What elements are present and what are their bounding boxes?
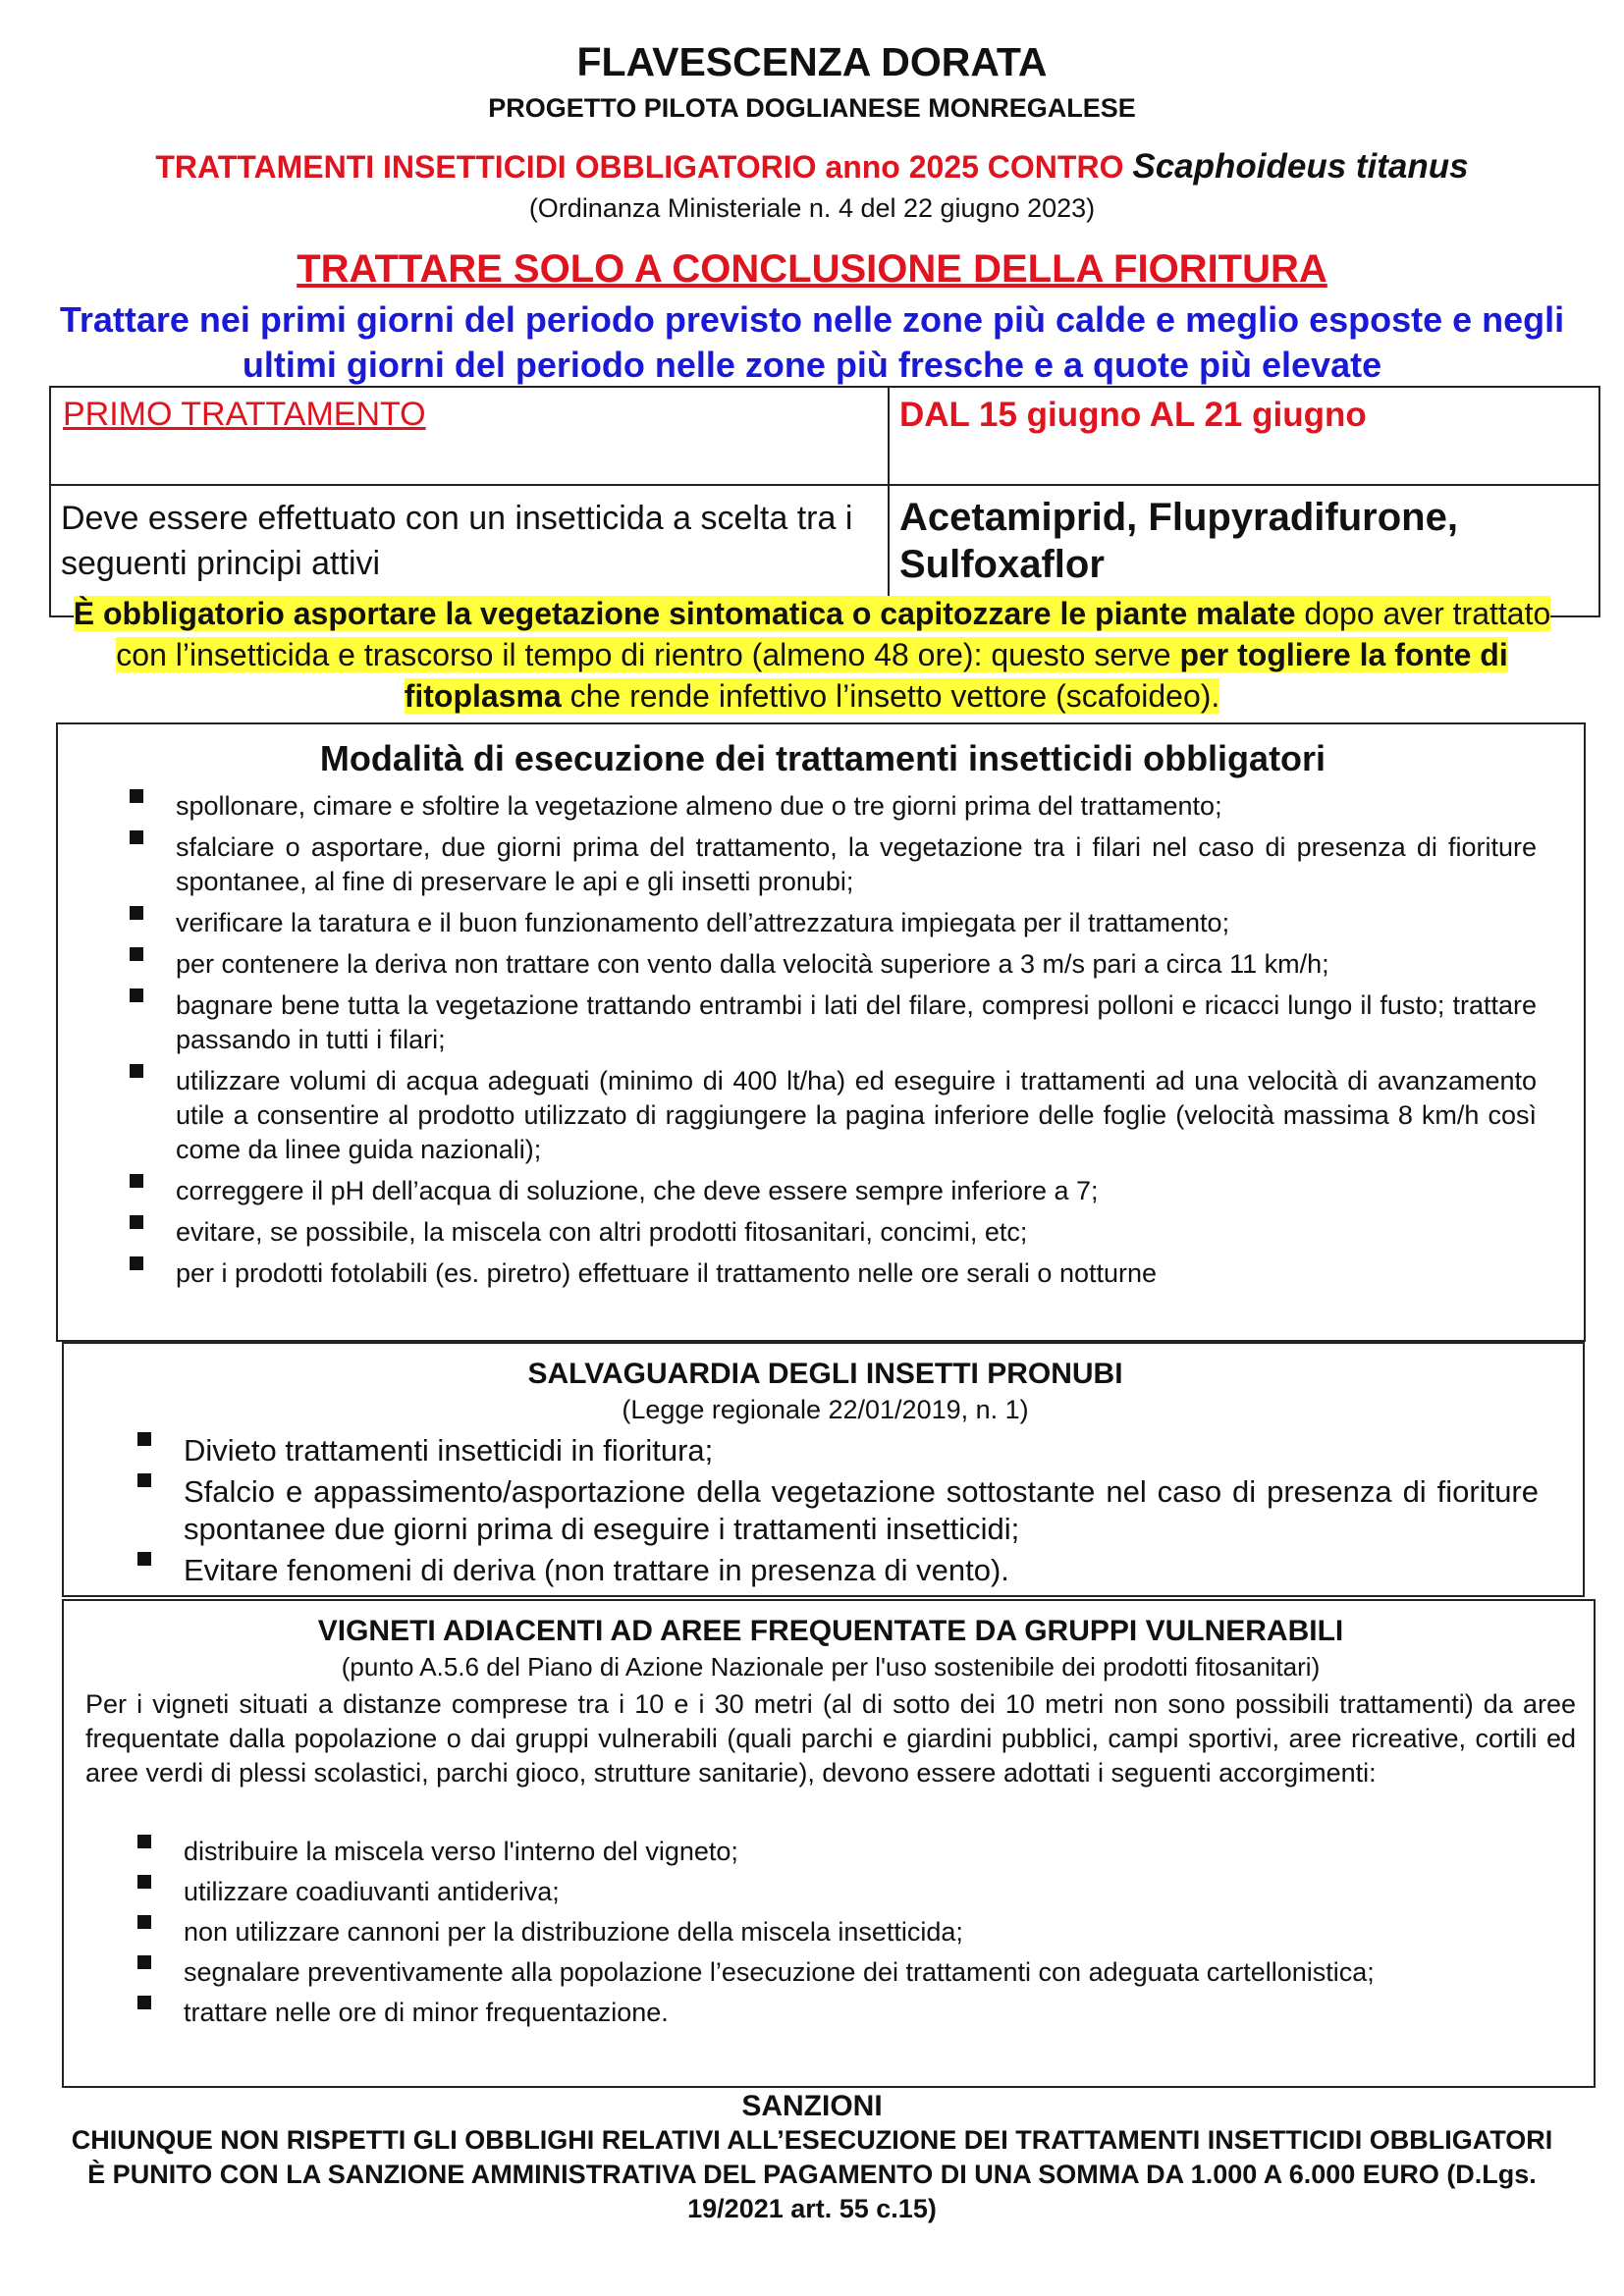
vigneti-reference: (punto A.5.6 del Piano di Azione Nazionale per l'uso sostenibile dei prodotti fitosanitari) [341,1652,1321,1682]
bullet-icon [130,988,143,1002]
timing-note: Trattare nei primi giorni del periodo previsto nelle zone più calde e meglio esposte e negli ultimi giorni del periodo nelle zone più fresche e a quote più elevate [59,299,1565,385]
list-item [176,1064,1537,1167]
bullet-icon [137,1955,151,1969]
bullet-icon [137,1473,151,1487]
list-item-text: segnalare preventivamente alla popolazione l’esecuzione dei trattamenti con adeguata cartellonistica; [184,1957,1375,1987]
bullet-icon [130,1215,143,1229]
bullet-icon [137,1875,151,1889]
list-item-text: distribuire la miscela verso l'interno del vigneto; [184,1837,738,1866]
bullet-icon [130,1064,143,1078]
list-item-text: per contenere la deriva non trattare con vento dalla velocità superiore a 3 m/s pari a circa 11 km/h; [176,949,1329,979]
sanctions-heading: SANZIONI [741,2090,883,2122]
ordinance-ref: (Ordinanza Ministeriale n. 4 del 22 giugno 2023) [528,193,1096,223]
notice-part1: È obbligatorio asportare la vegetazione sintomatica o capitozzare le piante malate [73,596,1296,631]
list-item [184,1835,1556,1869]
bullet-icon [130,1174,143,1188]
list-item [176,906,1537,940]
list-item-text: spollonare, cimare e sfoltire la vegetazione almeno due o tre giorni prima del trattamento; [176,791,1222,821]
notice-part3: per togliere la fonte di fitoplasma [404,637,1508,714]
pronubi-list [184,1432,1539,1593]
notice-part4: che rende infettivo l’insetto vettore (scafoideo). [561,678,1220,714]
list-item [176,830,1537,899]
pronubi-law: (Legge regionale 22/01/2019, n. 1) [622,1395,1029,1424]
pronubi-box [62,1342,1585,1597]
list-item [176,1256,1537,1291]
bullet-icon [130,906,143,920]
list-item [184,1473,1539,1548]
active-ingredients-value: Acetamiprid, Flupyradifurone, Sulfoxaflor [889,485,1599,616]
list-item [176,1215,1537,1250]
species-name: Scaphoideus titanus [1132,147,1469,186]
treatment-table [49,386,1600,617]
bullet-icon [130,830,143,844]
list-item-text: non utilizzare cannoni per la distribuzione della miscela insetticida; [184,1917,963,1947]
vigneti-intro: Per i vigneti situati a distanze comprese tra i 10 e i 30 metri (al di sotto dei 10 metri non sono possibili trattamenti) da aree frequentate dalla popolazione o dai gruppi vulnerabili (quali parchi e giardini pubblici, campi sportivi, aree ricreative, cortili ed aree verdi di plessi scolastici, parchi gioco, strutture sanitarie), devono essere adottati i seguenti accorgimenti: [85,1689,1576,1788]
bullet-icon [130,947,143,961]
list-item [176,1174,1537,1208]
modalita-list [176,789,1537,1298]
list-item [184,1432,1539,1469]
list-item-text: evitare, se possibile, la miscela con altri prodotti fitosanitari, concimi, etc; [176,1217,1028,1247]
list-item [184,1955,1556,1990]
list-item-text: utilizzare coadiuvanti antideriva; [184,1877,560,1906]
first-treatment-label: PRIMO TRATTAMENTO [50,387,889,485]
list-item-text: sfalciare o asportare, due giorni prima del trattamento, la vegetazione tra i filari nel caso di presenza di fioriture spontanee, al fine di preservare le api e gli insetti pronubi; [176,832,1537,896]
list-item [184,1552,1539,1589]
vigneti-heading: VIGNETI ADIACENTI AD AREE FREQUENTATE DA GRUPPI VULNERABILI [317,1615,1344,1647]
modalita-box [56,722,1586,1342]
list-item-text: per i prodotti fotolabili (es. piretro) effettuare il trattamento nelle ore serali o notturne [176,1258,1158,1288]
bullet-icon [137,1915,151,1929]
bullet-icon [130,1256,143,1270]
page-title: FLAVESCENZA DORATA [576,39,1048,84]
list-item-text: Sfalcio e appassimento/asportazione della vegetazione sottostante nel caso di presenza di fioriture spontanee due giorni prima di eseguire i trattamenti insetticidi; [184,1474,1539,1546]
modalita-heading: Modalità di esecuzione dei trattamenti insetticidi obbligatori [319,738,1326,778]
sanctions-text: CHIUNQUE NON RISPETTI GLI OBBLIGHI RELATIVI ALL’ESECUZIONE DEI TRATTAMENTI INSETTICIDI OBBLIGATORI È PUNITO CON LA SANZIONE AMMINISTRATIVA DEL PAGAMENTO DI UNA SOMMA DA 1.000 A 6.000 EURO (D.Lgs. 19/2021 art. 55 c.15) [71,2125,1553,2223]
list-item [176,789,1537,824]
list-item [184,1996,1556,2030]
list-item [184,1875,1556,1909]
list-item [184,1915,1556,1949]
list-item-text: trattare nelle ore di minor frequentazione. [184,1998,669,2027]
list-item-text: correggere il pH dell’acqua di soluzione, che deve essere sempre inferiore a 7; [176,1176,1099,1205]
notice-part2: dopo aver trattato con l’insetticida e trascorso il tempo di rientro (almeno 48 ore): questo serve [116,596,1551,672]
treatment-line [0,147,1624,187]
vigneti-box [62,1599,1596,2088]
obligation-notice [59,593,1565,717]
flowering-warning: TRATTARE SOLO A CONCLUSIONE DELLA FIORITURA [297,247,1327,291]
page-subtitle: PROGETTO PILOTA DOGLIANESE MONREGALESE [488,93,1136,123]
active-ingredients-label: Deve essere effettuato con un insetticida a scelta tra i seguenti principi attivi [50,485,889,616]
table-row [50,387,1599,485]
bullet-icon [130,789,143,803]
list-item-text: utilizzare volumi di acqua adeguati (minimo di 400 lt/ha) ed eseguire i trattamenti ad una velocità di avanzamento utile a consentire al prodotto utilizzato di raggiungere la pagina inferiore delle foglie (velocità massima 8 km/h così come da linee guida nazionali); [176,1066,1537,1164]
list-item-text: bagnare bene tutta la vegetazione trattando entrambi i lati del filare, compresi polloni e ricacci lungo il fusto; trattare passando in tutti i filari; [176,990,1537,1054]
vigneti-list [184,1835,1556,2036]
bullet-icon [137,1996,151,2009]
first-treatment-dates: DAL 15 giugno AL 21 giugno [889,387,1599,485]
bullet-icon [137,1835,151,1848]
treatment-line-text: TRATTAMENTI INSETTICIDI OBBLIGATORIO anno 2025 CONTRO [155,149,1124,185]
list-item-text: Evitare fenomeni di deriva (non trattare in presenza di vento). [184,1553,1009,1587]
list-item [176,947,1537,982]
list-item-text: Divieto trattamenti insetticidi in fioritura; [184,1433,714,1468]
pronubi-heading: SALVAGUARDIA DEGLI INSETTI PRONUBI [527,1358,1123,1390]
list-item-text: verificare la taratura e il buon funzionamento dell’attrezzatura impiegata per il trattamento; [176,908,1230,937]
bullet-icon [137,1432,151,1446]
list-item [176,988,1537,1057]
bullet-icon [137,1552,151,1566]
